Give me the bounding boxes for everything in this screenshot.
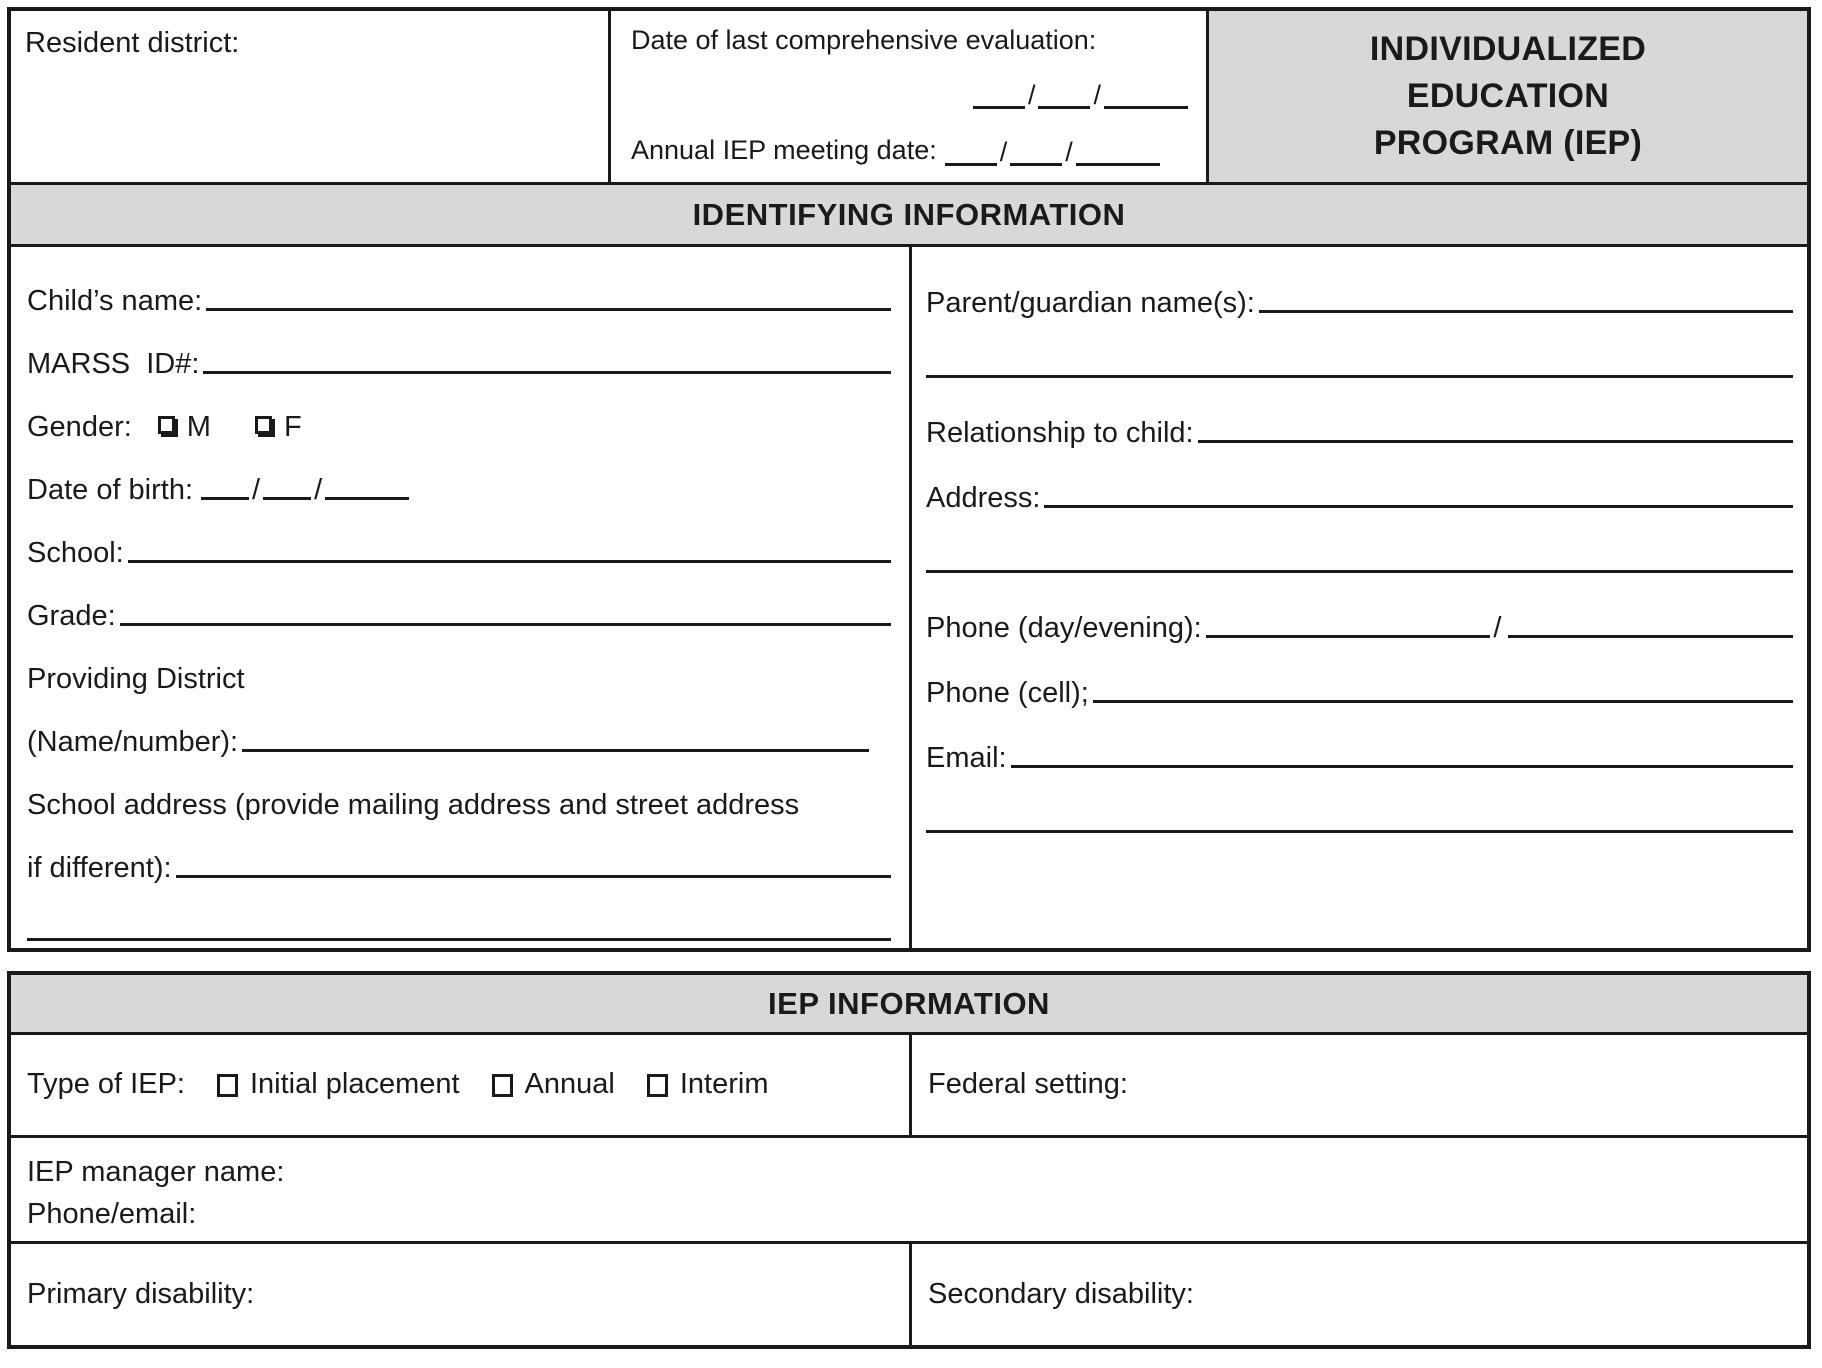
date-separator: / bbox=[1093, 80, 1101, 110]
field-address bbox=[926, 450, 1793, 515]
iep-manager-phone-email-label: Phone/email: bbox=[27, 1197, 197, 1230]
field-grade bbox=[27, 570, 891, 633]
date-separator: / bbox=[1027, 80, 1036, 110]
iep-information-header bbox=[11, 975, 1807, 1035]
providing-district-label: Providing District bbox=[27, 662, 245, 695]
disability-row bbox=[11, 1244, 1807, 1345]
marss-id-blank[interactable] bbox=[203, 371, 891, 374]
field-phone-day-evening bbox=[926, 580, 1793, 645]
grade-blank[interactable] bbox=[120, 623, 891, 626]
interim-label: Interim bbox=[679, 1068, 769, 1101]
email-continuation-blank[interactable] bbox=[926, 830, 1793, 833]
resident-district-cell bbox=[11, 11, 611, 182]
field-providing-district bbox=[27, 633, 891, 696]
field-school-address-line2 bbox=[27, 822, 891, 885]
field-marss-id bbox=[27, 318, 891, 381]
marss-id-label: MARSS ID#: bbox=[27, 347, 200, 380]
evaluation-date-label: Date of last comprehensive evaluation: bbox=[631, 25, 1097, 55]
phone-cell-label: Phone (cell); bbox=[926, 676, 1089, 709]
childs-name-blank[interactable] bbox=[206, 308, 891, 311]
date-separator: / bbox=[1065, 137, 1073, 167]
field-district-name-number bbox=[27, 696, 891, 759]
iep-information-section bbox=[7, 971, 1811, 1349]
parent-guardian-label: Parent/guardian name(s): bbox=[926, 286, 1255, 319]
field-parent-guardian bbox=[926, 255, 1793, 320]
annual-label: Annual bbox=[524, 1068, 615, 1101]
initial-placement-checkbox[interactable] bbox=[217, 1074, 238, 1097]
field-school-address-line3 bbox=[27, 885, 891, 948]
phone-day-blank[interactable] bbox=[1206, 635, 1491, 638]
district-name-number-blank[interactable] bbox=[242, 749, 869, 752]
annual-checkbox[interactable] bbox=[492, 1074, 513, 1097]
identifying-left-column bbox=[11, 247, 912, 948]
school-address-if-different-label: if different): bbox=[27, 851, 172, 884]
primary-disability-label: Primary disability: bbox=[27, 1277, 255, 1310]
phone-day-evening-label: Phone (day/evening): bbox=[926, 611, 1202, 644]
gender-female-checkbox[interactable] bbox=[255, 416, 272, 434]
evaluation-date-blanks bbox=[631, 82, 1188, 109]
field-school bbox=[27, 507, 891, 570]
field-email bbox=[926, 710, 1793, 775]
parent-guardian-blank[interactable] bbox=[1259, 310, 1793, 313]
federal-setting-label: Federal setting: bbox=[928, 1068, 1128, 1101]
gender-male-label: M bbox=[186, 410, 211, 443]
evaluation-date-day-blank[interactable] bbox=[1038, 99, 1090, 109]
annual-meeting-month-blank[interactable] bbox=[945, 156, 997, 166]
federal-setting-cell bbox=[912, 1035, 1807, 1135]
school-address-label: School address (provide mailing address and street address bbox=[27, 788, 800, 821]
identifying-content bbox=[11, 247, 1807, 948]
school-blank[interactable] bbox=[128, 560, 891, 563]
date-of-birth-label: Date of birth: bbox=[27, 473, 194, 506]
date-separator: / bbox=[314, 474, 323, 506]
childs-name-label: Child’s name: bbox=[27, 284, 203, 317]
secondary-disability-cell bbox=[912, 1244, 1807, 1345]
relationship-blank[interactable] bbox=[1198, 440, 1793, 443]
type-of-iep-cell bbox=[11, 1035, 912, 1135]
identifying-section bbox=[7, 7, 1811, 952]
type-of-iep-label: Type of IEP: bbox=[27, 1068, 185, 1101]
school-label: School: bbox=[27, 536, 124, 569]
address-continuation-blank[interactable] bbox=[926, 570, 1793, 573]
resident-district-label: Resident district: bbox=[25, 27, 240, 59]
address-blank[interactable] bbox=[1044, 505, 1793, 508]
iep-information-header-text: IEP INFORMATION bbox=[768, 985, 1050, 1021]
school-address-blank[interactable] bbox=[176, 875, 891, 878]
email-label: Email: bbox=[926, 741, 1007, 774]
phone-separator: / bbox=[1493, 612, 1502, 644]
iep-manager-cell bbox=[11, 1138, 1807, 1244]
form-title bbox=[1209, 11, 1807, 182]
grade-label: Grade: bbox=[27, 599, 116, 632]
field-address-continuation bbox=[926, 515, 1793, 580]
field-relationship bbox=[926, 385, 1793, 450]
field-phone-cell bbox=[926, 645, 1793, 710]
birth-day-blank[interactable] bbox=[263, 490, 311, 500]
form-title-line: PROGRAM (IEP) bbox=[1373, 124, 1643, 162]
field-school-address-line1 bbox=[27, 759, 891, 822]
identifying-information-header bbox=[11, 185, 1807, 247]
top-row bbox=[11, 11, 1807, 185]
evaluation-date-month-blank[interactable] bbox=[973, 99, 1025, 109]
district-name-number-label: (Name/number): bbox=[27, 725, 239, 758]
birth-year-blank[interactable] bbox=[325, 490, 409, 500]
iep-manager-name-label: IEP manager name: bbox=[27, 1156, 285, 1189]
date-separator: / bbox=[252, 474, 261, 506]
gender-male-checkbox[interactable] bbox=[158, 416, 175, 434]
gender-female-label: F bbox=[283, 410, 302, 443]
initial-placement-label: Initial placement bbox=[249, 1068, 460, 1101]
evaluation-date-year-blank[interactable] bbox=[1104, 99, 1188, 109]
interim-checkbox[interactable] bbox=[647, 1074, 668, 1097]
field-parent-guardian-continuation bbox=[926, 320, 1793, 385]
annual-meeting-label: Annual IEP meeting date: bbox=[631, 134, 937, 165]
date-separator: / bbox=[999, 137, 1008, 167]
iep-type-row bbox=[11, 1035, 1807, 1138]
identifying-information-header-text: IDENTIFYING INFORMATION bbox=[692, 196, 1126, 232]
gender-label: Gender: bbox=[27, 410, 132, 443]
field-childs-name bbox=[27, 255, 891, 318]
annual-meeting-row bbox=[631, 135, 1188, 166]
primary-disability-cell bbox=[11, 1244, 912, 1345]
field-gender bbox=[27, 381, 891, 444]
identifying-right-column bbox=[912, 247, 1807, 948]
parent-guardian-continuation-blank[interactable] bbox=[926, 375, 1793, 378]
phone-evening-blank[interactable] bbox=[1508, 635, 1793, 638]
secondary-disability-label: Secondary disability: bbox=[928, 1277, 1194, 1310]
field-email-continuation bbox=[926, 775, 1793, 840]
birth-month-blank[interactable] bbox=[201, 490, 249, 500]
email-blank[interactable] bbox=[1011, 765, 1793, 768]
annual-meeting-day-blank[interactable] bbox=[1010, 156, 1062, 166]
form-title-line: EDUCATION bbox=[1406, 77, 1610, 115]
phone-cell-blank[interactable] bbox=[1093, 700, 1793, 703]
relationship-label: Relationship to child: bbox=[926, 416, 1194, 449]
form-title-line: INDIVIDUALIZED bbox=[1369, 30, 1647, 68]
field-date-of-birth bbox=[27, 444, 891, 507]
annual-meeting-year-blank[interactable] bbox=[1076, 156, 1160, 166]
evaluation-dates-cell bbox=[611, 11, 1209, 182]
address-label: Address: bbox=[926, 481, 1041, 514]
school-address-continuation-blank[interactable] bbox=[27, 938, 891, 941]
